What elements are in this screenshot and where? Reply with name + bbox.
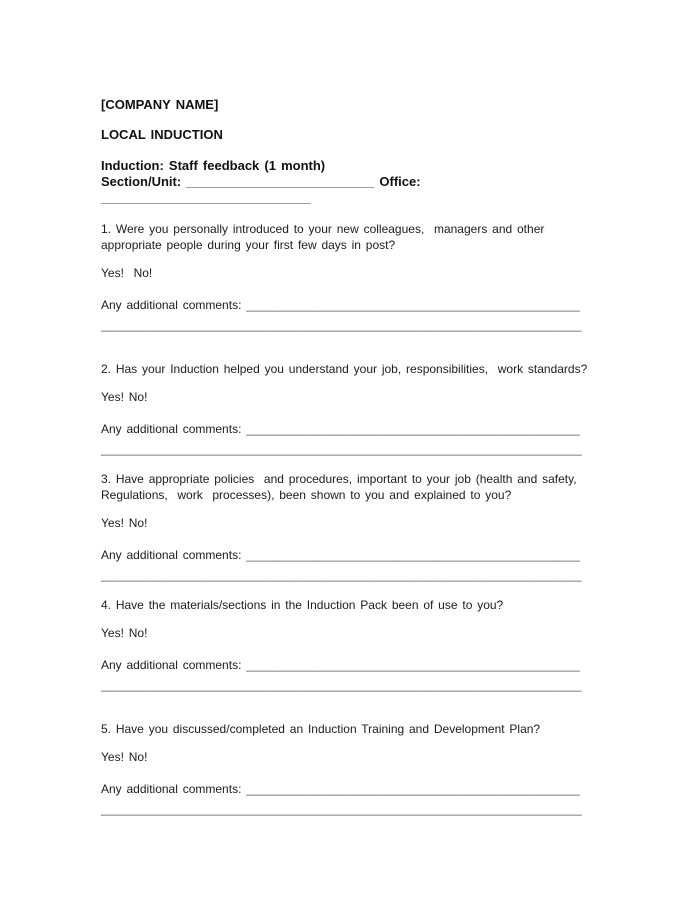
question-5-yes-no-options: Yes! No! bbox=[101, 750, 148, 764]
comments-label: Any additional comments: bbox=[101, 658, 247, 672]
section-unit-office-line bbox=[101, 174, 601, 190]
question-4-block bbox=[101, 597, 601, 693]
question-line: 3. Have appropriate policies and procedures, important to your job (health and safety, bbox=[101, 472, 577, 486]
question-5-comments-blank-line-2 bbox=[101, 801, 601, 817]
question-1-comments-blank-line-2 bbox=[101, 317, 601, 333]
question-5-text bbox=[101, 721, 601, 737]
question-1-yes-no-options: Yes! No! bbox=[101, 266, 153, 280]
question-4-comments-blank-line-2 bbox=[101, 677, 601, 693]
comments-blank-field: __________________________________________________ bbox=[246, 298, 580, 312]
document-content bbox=[101, 97, 601, 817]
question-3-yes-no-options: Yes! No! bbox=[101, 516, 148, 530]
form-header bbox=[101, 158, 601, 206]
section-unit-blank-field-2: _____________________________ bbox=[101, 190, 311, 205]
document-heading: LOCAL INDUCTION bbox=[101, 127, 223, 142]
question-3-text bbox=[101, 471, 601, 503]
question-1-comments-row bbox=[101, 297, 601, 313]
comments-blank-field-2: ________________________________________________________________________ bbox=[101, 802, 582, 816]
office-label: Office: bbox=[374, 174, 421, 189]
question-5-block bbox=[101, 721, 601, 817]
question-2-comments-blank-line-2 bbox=[101, 441, 601, 457]
comments-blank-field-2: ________________________________________________________________________ bbox=[101, 568, 582, 582]
question-line: 2. Has your Induction helped you understand your job, responsibilities, work standards? bbox=[101, 362, 588, 376]
form-title: Induction: Staff feedback (1 month) bbox=[101, 158, 326, 173]
comments-label: Any additional comments: bbox=[101, 782, 247, 796]
question-1-text bbox=[101, 221, 601, 253]
question-3-comments-row bbox=[101, 547, 601, 563]
comments-label: Any additional comments: bbox=[101, 422, 247, 436]
comments-label: Any additional comments: bbox=[101, 298, 247, 312]
question-1-block bbox=[101, 221, 601, 333]
question-5-comments-row bbox=[101, 781, 601, 797]
question-4-comments-row bbox=[101, 657, 601, 673]
question-4-yes-no-options: Yes! No! bbox=[101, 626, 148, 640]
comments-blank-field: __________________________________________________ bbox=[246, 658, 580, 672]
question-2-comments-row bbox=[101, 421, 601, 437]
comments-label: Any additional comments: bbox=[101, 548, 247, 562]
comments-blank-field: __________________________________________________ bbox=[246, 782, 580, 796]
company-name: [COMPANY NAME] bbox=[101, 97, 219, 112]
comments-blank-field: __________________________________________________ bbox=[246, 422, 580, 436]
question-4-text bbox=[101, 597, 601, 613]
comments-blank-field-2: ________________________________________________________________________ bbox=[101, 678, 582, 692]
question-line: Regulations, work processes), been shown to you and explained to you? bbox=[101, 488, 512, 502]
comments-blank-field-2: ________________________________________________________________________ bbox=[101, 442, 582, 456]
comments-blank-field: __________________________________________________ bbox=[246, 548, 580, 562]
question-line: 1. Were you personally introduced to your new colleagues, managers and other bbox=[101, 222, 545, 236]
comments-blank-field-2: ________________________________________________________________________ bbox=[101, 318, 582, 332]
question-line: appropriate people during your first few days in post? bbox=[101, 238, 396, 252]
question-2-yes-no-options: Yes! No! bbox=[101, 390, 148, 404]
section-unit-blank-continuation bbox=[101, 190, 601, 206]
question-line: 4. Have the materials/sections in the Induction Pack been of use to you? bbox=[101, 598, 504, 612]
question-3-block bbox=[101, 471, 601, 583]
section-unit-label: Section/Unit: bbox=[101, 174, 187, 189]
question-2-text bbox=[101, 361, 601, 377]
question-3-comments-blank-line-2 bbox=[101, 567, 601, 583]
section-unit-blank-field: __________________________ bbox=[186, 174, 375, 189]
question-2-block bbox=[101, 361, 601, 457]
question-line: 5. Have you discussed/completed an Induction Training and Development Plan? bbox=[101, 722, 541, 736]
